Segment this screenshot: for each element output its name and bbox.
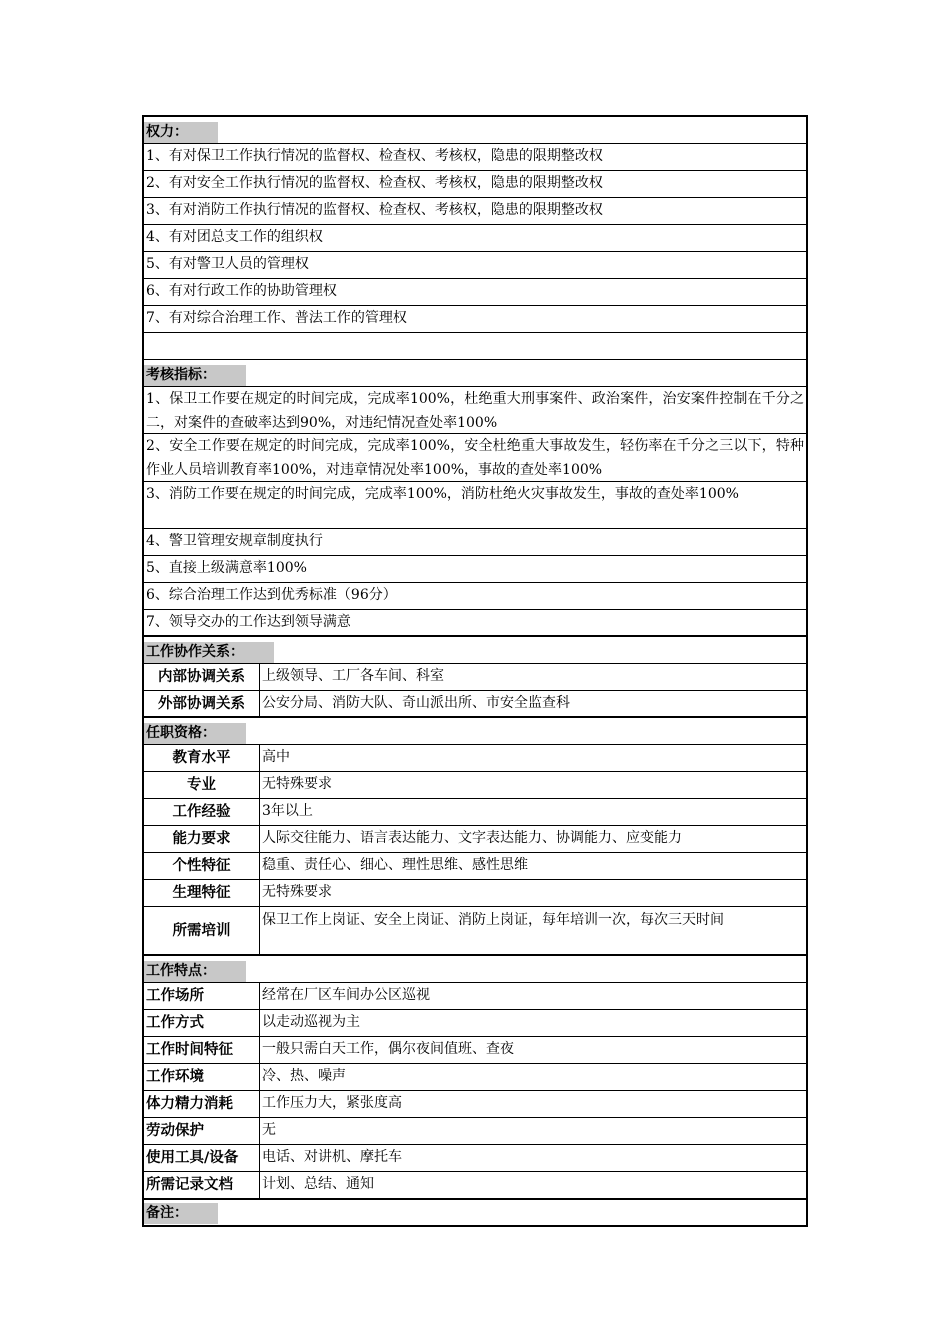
table-row	[144, 1118, 806, 1145]
table-row	[144, 772, 806, 799]
energy-consumption-label: 体力精力消耗	[144, 1091, 260, 1117]
table-row	[144, 664, 806, 691]
table-row	[144, 1037, 806, 1064]
kpi-header: 考核指标：	[144, 365, 246, 386]
table-row	[144, 880, 806, 907]
power-item-4: 4、有对团总支工作的组织权	[146, 229, 323, 245]
major-value: 无特殊要求	[262, 776, 332, 792]
table-row	[144, 1064, 806, 1091]
list-item	[144, 306, 806, 333]
personality-label: 个性特征	[144, 853, 260, 879]
power-item-1: 1、有对保卫工作执行情况的监督权、检查权、考核权，隐患的限期整改权	[146, 148, 603, 164]
features-header: 工作特点：	[144, 961, 246, 982]
labor-protection-value: 无	[262, 1122, 276, 1138]
table-row	[144, 907, 806, 956]
list-item	[144, 252, 806, 279]
table-row	[144, 1145, 806, 1172]
qualification-header-row	[144, 718, 806, 745]
features-header-row	[144, 956, 806, 983]
table-row	[144, 1172, 806, 1200]
experience-label: 工作经验	[144, 799, 260, 825]
list-item	[144, 529, 806, 556]
external-coordination-value: 公安分局、消防大队、奇山派出所、市安全监查科	[262, 695, 570, 711]
list-item	[144, 198, 806, 225]
external-coordination-label: 外部协调关系	[144, 691, 260, 716]
kpi-item-5: 5、直接上级满意率100%	[146, 560, 307, 576]
remarks-header: 备注：	[144, 1203, 218, 1224]
kpi-header-row	[144, 360, 806, 387]
workplace-label: 工作场所	[144, 983, 260, 1009]
education-value: 高中	[262, 749, 290, 765]
ability-label: 能力要求	[144, 826, 260, 852]
power-item-5: 5、有对警卫人员的管理权	[146, 256, 309, 272]
experience-value: 3年以上	[262, 803, 313, 819]
education-label: 教育水平	[144, 745, 260, 771]
work-environment-label: 工作环境	[144, 1064, 260, 1090]
work-mode-value: 以走动巡视为主	[262, 1014, 360, 1030]
training-value: 保卫工作上岗证、安全上岗证、消防上岗证，每年培训一次，每次三天时间	[262, 912, 724, 928]
labor-protection-label: 劳动保护	[144, 1118, 260, 1144]
records-label: 所需记录文档	[144, 1172, 260, 1198]
table-row	[144, 1091, 806, 1118]
kpi-item-4: 4、警卫管理安规章制度执行	[146, 533, 323, 549]
table-row	[144, 983, 806, 1010]
physical-value: 无特殊要求	[262, 884, 332, 900]
powers-header-row	[144, 117, 806, 144]
kpi-item-2: 2、安全工作要在规定的时间完成，完成率100%，安全杜绝重大事故发生，轻伤率在千分之三以下，特种作业人员培训教育率100%，对违章情况处率100%，事故的查处率100%	[146, 438, 804, 478]
list-item	[144, 434, 806, 482]
energy-consumption-value: 工作压力大，紧张度高	[262, 1095, 402, 1111]
internal-coordination-label: 内部协调关系	[144, 664, 260, 690]
power-item-7: 7、有对综合治理工作、普法工作的管理权	[146, 310, 407, 326]
table-row	[144, 745, 806, 772]
power-item-6: 6、有对行政工作的协助管理权	[146, 283, 337, 299]
list-item	[144, 583, 806, 610]
major-label: 专业	[144, 772, 260, 798]
kpi-item-3: 3、消防工作要在规定的时间完成，完成率100%，消防杜绝火灾事故发生，事故的查处率100%	[146, 486, 739, 502]
list-item	[144, 556, 806, 583]
work-time-label: 工作时间特征	[144, 1037, 260, 1063]
empty-row	[144, 333, 806, 360]
list-item	[144, 225, 806, 252]
training-label: 所需培训	[144, 907, 260, 954]
list-item	[144, 610, 806, 637]
remarks-row	[144, 1200, 806, 1225]
qualification-header: 任职资格：	[144, 723, 246, 744]
power-item-3: 3、有对消防工作执行情况的监督权、检查权、考核权，隐患的限期整改权	[146, 202, 603, 218]
kpi-item-1: 1、保卫工作要在规定的时间完成，完成率100%，杜绝重大刑事案件、政治案件，治安案件控制在千分之二，对案件的查破率达到90%，对违纪情况查处率100%	[146, 391, 804, 431]
job-description-table	[142, 115, 808, 1227]
list-item	[144, 387, 806, 434]
physical-label: 生理特征	[144, 880, 260, 906]
list-item	[144, 171, 806, 198]
list-item	[144, 279, 806, 306]
powers-header: 权力：	[144, 122, 218, 143]
workplace-value: 经常在厂区车间办公区巡视	[262, 987, 430, 1003]
internal-coordination-value: 上级领导、工厂各车间、科室	[262, 668, 444, 684]
kpi-item-7: 7、领导交办的工作达到领导满意	[146, 614, 351, 630]
table-row	[144, 1010, 806, 1037]
table-row	[144, 799, 806, 826]
power-item-2: 2、有对安全工作执行情况的监督权、检查权、考核权，隐患的限期整改权	[146, 175, 603, 191]
records-value: 计划、总结、通知	[262, 1176, 374, 1192]
list-item	[144, 482, 806, 529]
work-environment-value: 冷、热、噪声	[262, 1068, 346, 1084]
list-item	[144, 144, 806, 171]
cooperation-header-row	[144, 637, 806, 664]
work-time-value: 一般只需白天工作，偶尔夜间值班、查夜	[262, 1041, 514, 1057]
ability-value: 人际交往能力、语言表达能力、文字表达能力、协调能力、应变能力	[262, 830, 682, 846]
tools-label: 使用工具/设备	[144, 1145, 260, 1171]
work-mode-label: 工作方式	[144, 1010, 260, 1036]
kpi-item-6: 6、综合治理工作达到优秀标准（96分）	[146, 587, 397, 603]
personality-value: 稳重、责任心、细心、理性思维、感性思维	[262, 857, 528, 873]
table-row	[144, 691, 806, 718]
tools-value: 电话、对讲机、摩托车	[262, 1149, 402, 1165]
cooperation-header: 工作协作关系：	[144, 642, 274, 663]
table-row	[144, 853, 806, 880]
table-row	[144, 826, 806, 853]
